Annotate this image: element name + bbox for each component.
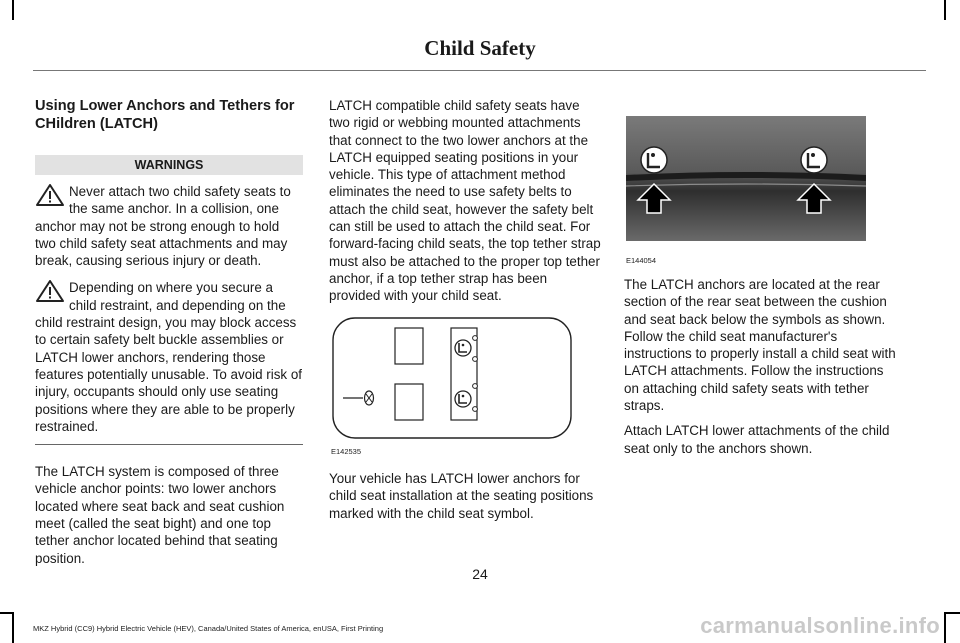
seat-seam <box>626 175 866 178</box>
seat-photo-figure <box>626 116 866 241</box>
anchor-point <box>473 384 478 389</box>
anchor-location-paragraph: The LATCH anchors are located at the rear section of the rear seat between the cushion and seat back below the symbols as shown. Follow the child seat manufacturer's instructions to properly install a child seat with LATCH attachments. Follow the instructions on attaching child safety seats with tether straps. <box>624 277 896 414</box>
anchor-point <box>473 336 478 341</box>
crop-mark <box>0 612 12 614</box>
page-number: 24 <box>472 566 488 582</box>
section-heading: Using Lower Anchors and Tethers for CHildren (LATCH) <box>35 98 295 132</box>
footer-text: MKZ Hybrid (CC9) Hybrid Electric Vehicle (HEV), Canada/United States of America, enUSA, First Printing <box>33 624 384 633</box>
warning-2-text: Depending on where you secure a child restraint, and depending on the child restraint design, you may block access to certain safety belt buckle assemblies or LATCH lower anchors, rendering those features potentially unusable. To avoid risk of injury, occupants should only use seating positions where they are able to be properly restrained. <box>35 280 302 434</box>
child-seat-symbol-icon <box>641 147 667 173</box>
seat-diagram-figure <box>329 312 575 444</box>
warning-2 <box>35 279 303 435</box>
crop-mark <box>944 0 946 20</box>
middle-column <box>329 97 601 305</box>
warning-triangle-icon <box>35 183 69 207</box>
seat-cushion-block <box>395 384 423 420</box>
header-divider <box>33 70 926 71</box>
warning-1-text: Never attach two child safety seats to the same anchor. In a collision, one anchor may not be strong enough to hold two child safety seat attachments and may break, causing serious injury or death. <box>35 184 291 269</box>
child-seat-symbol-icon <box>801 147 827 173</box>
warning-1 <box>35 183 303 269</box>
figure-caption: Your vehicle has LATCH lower anchors for child seat installation at the seating positions marked with the child seat symbol. <box>329 471 594 521</box>
left-column <box>35 97 303 567</box>
middle-caption-block <box>329 470 601 522</box>
figure-code: E144054 <box>626 256 657 265</box>
child-seat-symbol-icon <box>455 391 471 407</box>
figure-code: E142535 <box>331 447 362 456</box>
watermark: carmanualsonline.info <box>700 613 940 638</box>
right-column <box>624 276 896 457</box>
anchor-point <box>473 357 478 362</box>
crop-mark <box>12 0 14 20</box>
crop-mark <box>946 612 960 614</box>
page-title: Child Safety <box>424 36 536 60</box>
anchor-point <box>473 407 478 412</box>
buckle-icon <box>365 391 374 405</box>
latch-compatible-paragraph: LATCH compatible child safety seats have two rigid or webbing mounted attachments that connect to the two lower anchors at the LATCH equipped seating positions in your vehicle. This type of attachment method eliminates the need to use safety belts to attach the child seat, however the safety belt can still be used to attach the child seat. For forward-facing child seats, the top tether strap must also be attached to the proper top tether anchor, if a top tether strap has been provided with your child seat. <box>329 98 601 304</box>
crop-mark <box>944 612 946 643</box>
crop-mark <box>12 612 14 643</box>
latch-system-paragraph: The LATCH system is composed of three vehicle anchor points: two lower anchors located where seat back and seat cushion meet (called the seat bight) and one top tether anchor located behind that seating position. <box>35 464 285 566</box>
warning-triangle-icon <box>35 279 69 303</box>
warnings-end-divider <box>35 444 303 445</box>
child-seat-symbol-icon <box>455 340 471 356</box>
warnings-banner: WARNINGS <box>35 155 303 175</box>
seat-cushion-block <box>395 328 423 364</box>
attach-instructions-paragraph: Attach LATCH lower attachments of the child seat only to the anchors shown. <box>624 423 890 456</box>
